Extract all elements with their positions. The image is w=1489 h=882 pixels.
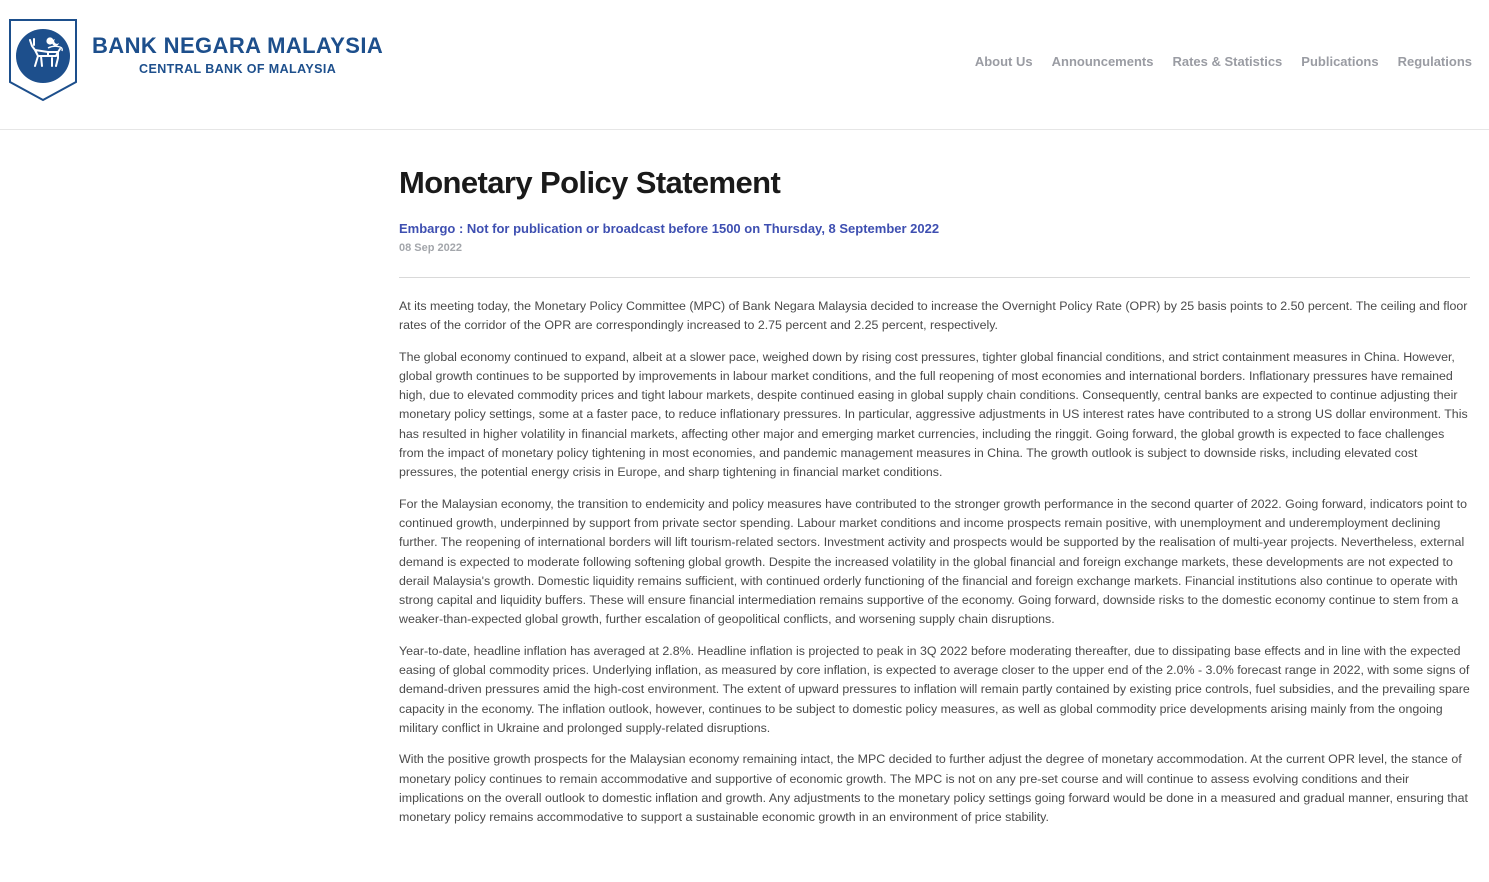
logo-link[interactable]: [8, 18, 383, 102]
nav-announcements[interactable]: Announcements: [1051, 54, 1154, 69]
deer-emblem-icon: [8, 18, 78, 102]
paragraph: Year-to-date, headline inflation has averaged at 2.8%. Headline inflation is projected to peak in 3Q 2022 before moderating thereafter, due to dissipating base effects and in line with the expected easing of global commodity prices. Underlying inflation, as measured by core inflation, is expected to average closer to the upper end of the 2.0% - 3.0% forecast range in 2022, with some signs of demand-driven pressures amid the high-cost environment. The extent of upward pressures to inflation will remain partly contained by existing price controls, fuel subsidies, and the prevailing spare capacity in the economy. The inflation outlook, however, continues to be subject to domestic policy measures, as well as global commodity price developments arising mainly from the ongoing military conflict in Ukraine and prolonged supply-related disruptions.: [399, 643, 1470, 735]
page-title: Monetary Policy Statement: [399, 165, 781, 200]
nav-about-us[interactable]: About Us: [974, 54, 1033, 69]
paragraph: With the positive growth prospects for the Malaysian economy remaining intact, the MPC decided to further adjust the degree of monetary accommodation. At the current OPR level, the stance of monetary policy continues to remain accommodative and supportive of economic growth. The MPC is not on any pre-set course and will continue to assess evolving conditions and their implications on the overall outlook to domestic inflation and growth. Any adjustments to the monetary policy settings going forward would be done in a measured and gradual manner, ensuring that monetary policy remains accommodative to support a sustainable economic growth in an environment of price stability.: [399, 752, 1468, 825]
article-body: [399, 297, 1470, 827]
main-nav: [975, 54, 1472, 69]
site-header: [0, 0, 1489, 130]
nav-publications[interactable]: Publications: [1301, 54, 1379, 69]
publish-date: 08 Sep 2022: [399, 242, 462, 254]
divider: [399, 277, 1470, 278]
brand-name: BANK NEGARA MALAYSIA: [92, 33, 384, 58]
brand-text: [92, 33, 383, 77]
paragraph: For the Malaysian economy, the transition to endemicity and policy measures have contributed to the stronger growth performance in the second quarter of 2022. Going forward, indicators point to continued growth, underpinned by support from private sector spending. Labour market conditions and income prospects remain positive, with unemployment and underemployment declining further. The reopening of international borders will lift tourism-related sectors. Investment activity and prospects would be supported by the realisation of multi-year projects. Nevertheless, external demand is expected to moderate following softening global growth. Despite the increased volatility in the global financial and foreign exchange markets, these developments are not expected to derail Malaysia's growth. Domestic liquidity remains sufficient, with continued orderly functioning of the financial and foreign exchange markets. Financial institutions also continue to operate with strong capital and liquidity buffers. These will ensure financial intermediation remains supportive of the economy. Going forward, downside risks to the domestic economy continue to stem from a weaker-than-expected global growth, further escalation of geopolitical conflicts, and worsening supply chain disruptions.: [399, 496, 1468, 627]
nav-regulations[interactable]: Regulations: [1397, 54, 1472, 69]
embargo-notice: Embargo : Not for publication or broadcast before 1500 on Thursday, 8 September 2022: [399, 221, 940, 236]
brand-subtitle: CENTRAL BANK OF MALAYSIA: [139, 62, 337, 76]
paragraph: At its meeting today, the Monetary Policy Committee (MPC) of Bank Negara Malaysia decided to increase the Overnight Policy Rate (OPR) by 25 basis points to 2.50 percent. The ceiling and floor rates of the corridor of the OPR are correspondingly increased to 2.75 percent and 2.25 percent, respectively.: [399, 299, 1468, 333]
article: [399, 163, 1470, 839]
nav-rates-statistics[interactable]: Rates & Statistics: [1172, 54, 1283, 69]
paragraph: The global economy continued to expand, albeit at a slower pace, weighed down by rising cost pressures, tighter global financial conditions, and strict containment measures in China. However, global growth continues to be supported by improvements in labour market conditions, and the full reopening of most economies and international borders. Inflationary pressures have remained high, due to elevated commodity prices and tight labour markets, despite continued easing in global supply chain conditions. Consequently, central banks are expected to continue adjusting their monetary policy settings, some at a faster pace, to reduce inflationary pressures. In particular, aggressive adjustments in US interest rates have contributed to a strong US dollar environment. This has resulted in higher volatility in financial markets, affecting other major and emerging market currencies, including the ringgit. Going forward, the global growth is expected to face challenges from the impact of monetary policy tightening in most economies, and pandemic management measures in China. The growth outlook is subject to downside risks, including elevated cost pressures, the potential energy crisis in Europe, and sharp tightening in financial market conditions.: [399, 349, 1468, 480]
